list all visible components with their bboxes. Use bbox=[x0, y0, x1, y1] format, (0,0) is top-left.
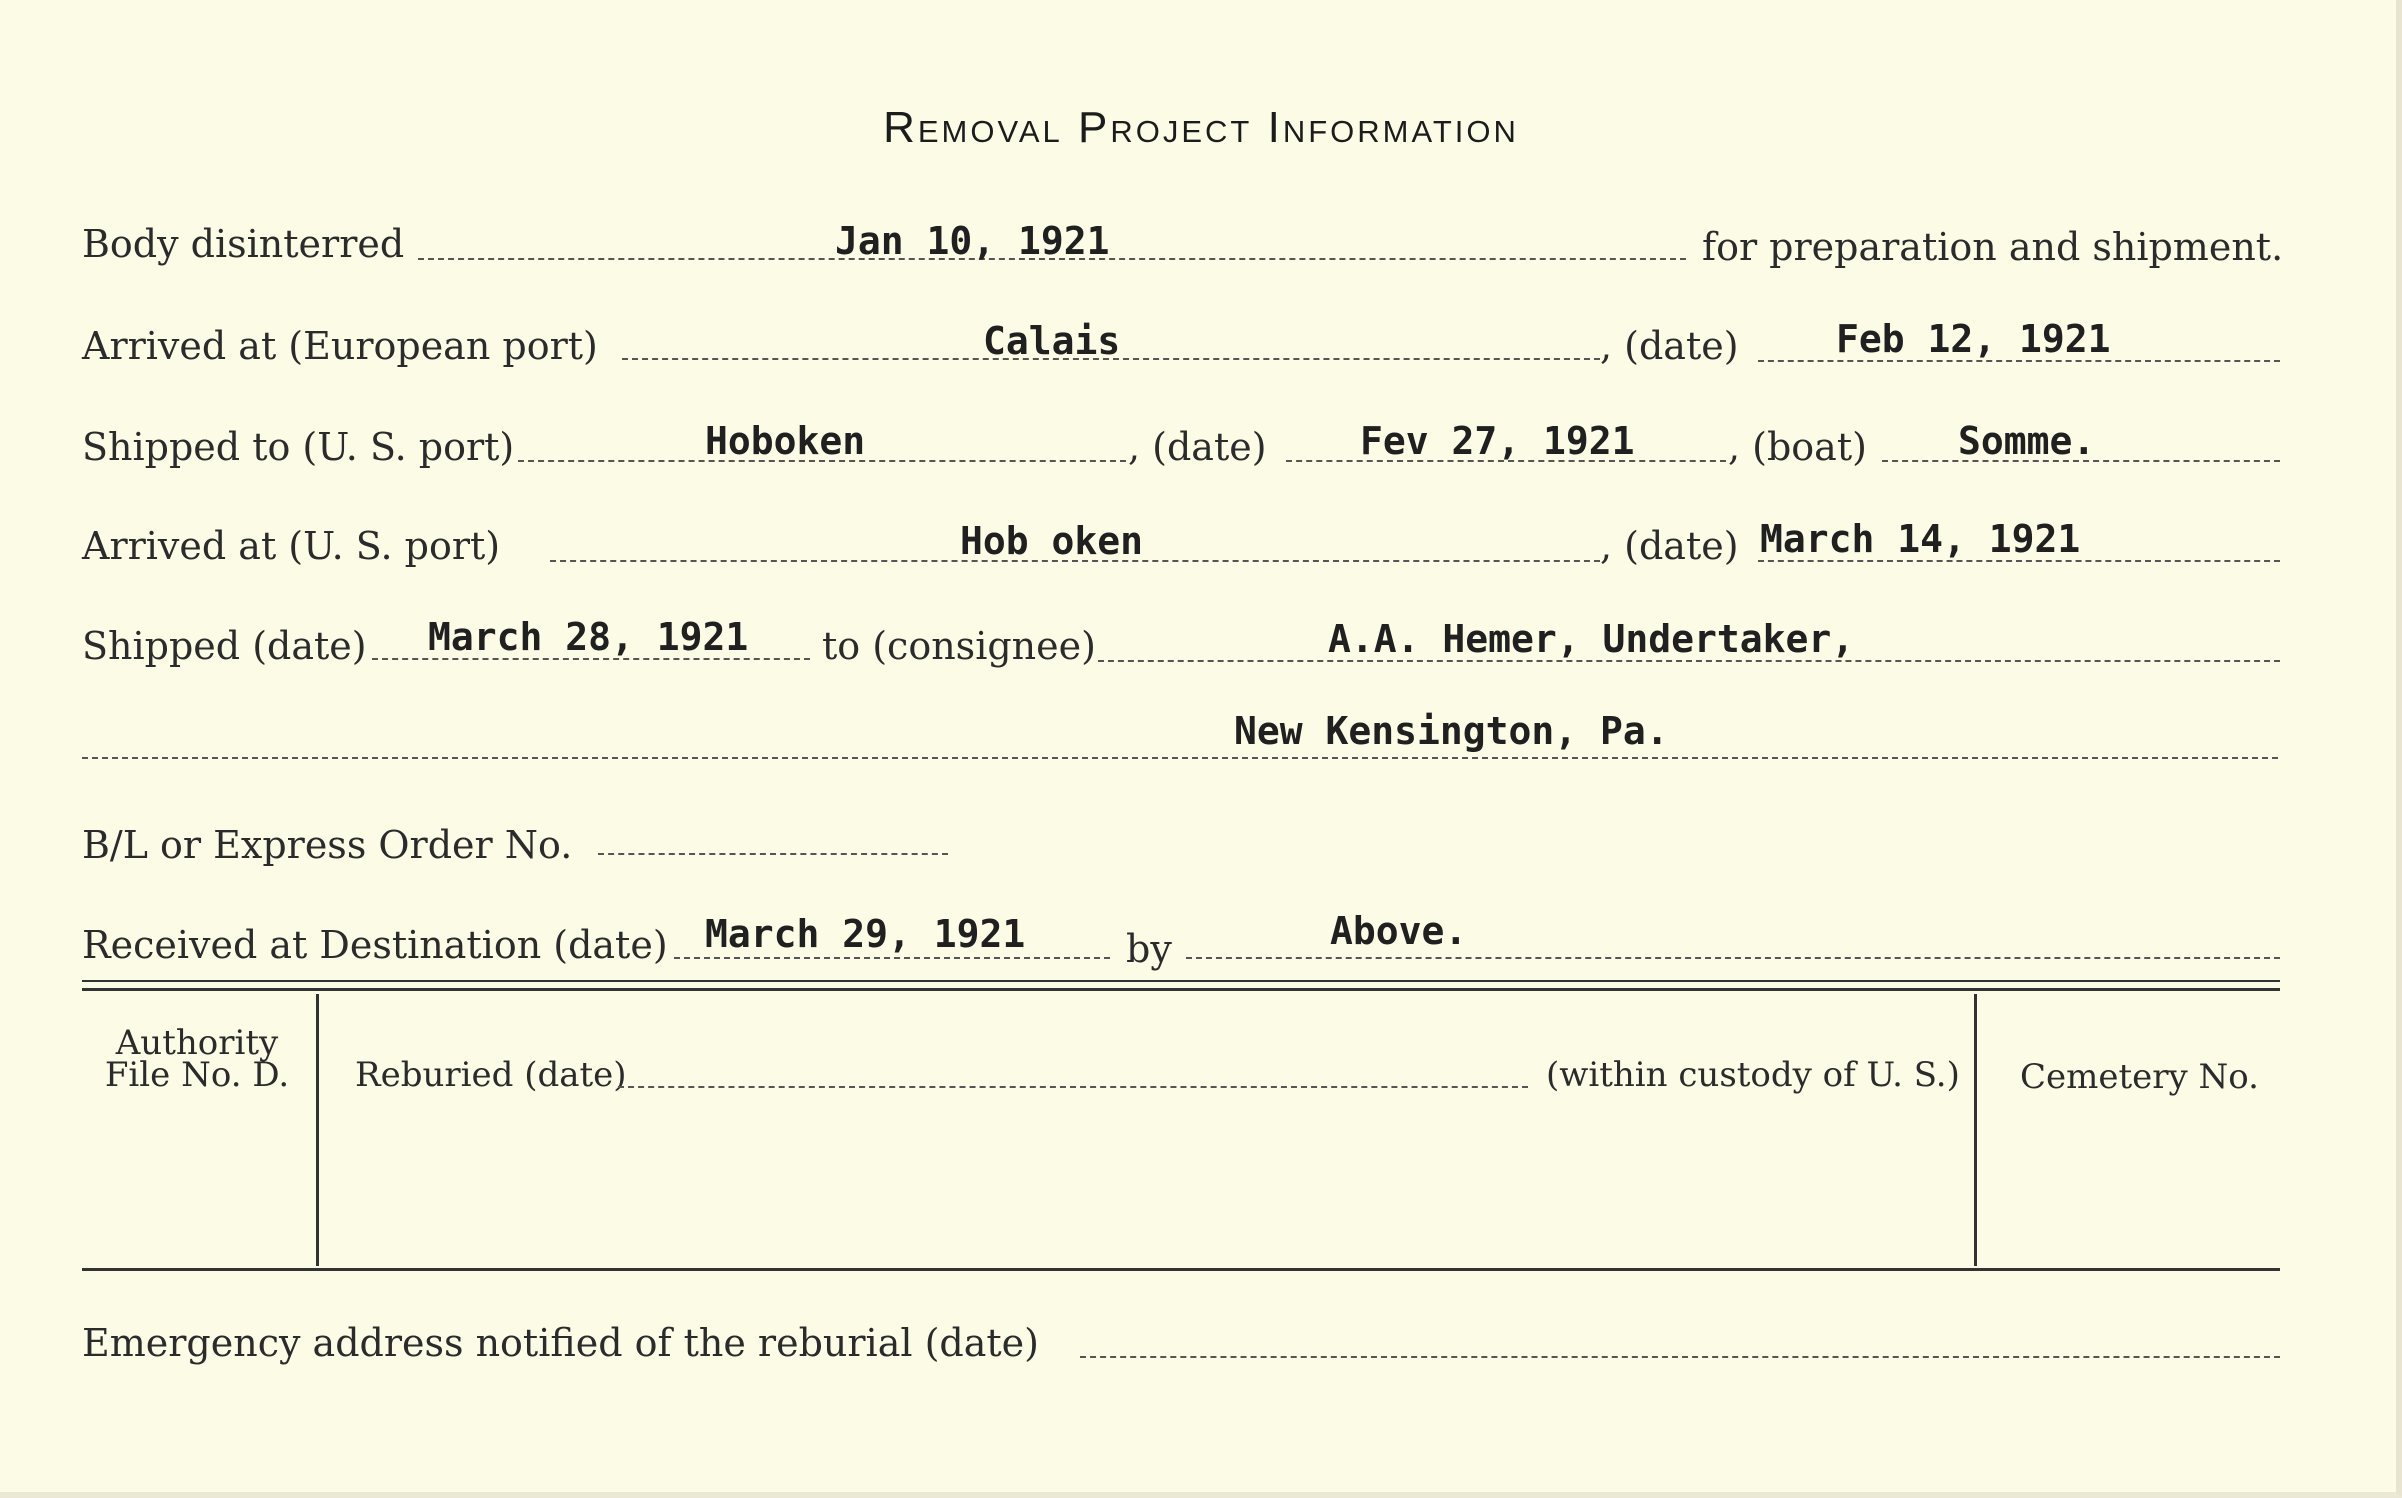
shipped-date-row-label: Shipped (date) bbox=[82, 624, 367, 668]
shipped-us-port-label: Shipped to (U. S. port) bbox=[82, 425, 515, 469]
boat-label: , (boat) bbox=[1728, 425, 1867, 469]
cemetery-label: Cemetery No. bbox=[2020, 1057, 2259, 1097]
double-rule-bottom bbox=[82, 988, 2280, 991]
bl-line bbox=[598, 853, 948, 855]
consignee-label: to (consignee) bbox=[822, 624, 1096, 668]
arrived-us-date-value: March 14, 1921 bbox=[1760, 517, 2081, 561]
shipped-date-value: Fev 27, 1921 bbox=[1360, 419, 1635, 463]
box-divider-left bbox=[316, 994, 319, 1266]
bl-label: B/L or Express Order No. bbox=[82, 823, 573, 867]
received-date-line bbox=[674, 957, 1110, 959]
arrived-us-port-label: Arrived at (U. S. port) bbox=[82, 524, 501, 568]
emergency-line bbox=[1080, 1356, 2280, 1358]
shipped-us-port-value: Hoboken bbox=[705, 419, 866, 463]
european-port-date-label: , (date) bbox=[1600, 324, 1739, 368]
european-port-label: Arrived at (European port) bbox=[82, 324, 598, 368]
box-bottom-rule bbox=[82, 1268, 2280, 1271]
shipment-purpose-text: for preparation and shipment. bbox=[1702, 225, 2284, 269]
received-by-label: by bbox=[1126, 927, 1172, 971]
box-divider-right bbox=[1974, 994, 1977, 1266]
consignee-address: New Kensington, Pa. bbox=[1234, 709, 1669, 753]
consignee-line-2 bbox=[82, 757, 2278, 759]
reburied-line bbox=[618, 1086, 1528, 1088]
arrived-us-port-value: Hob oken bbox=[960, 519, 1144, 563]
emergency-label: Emergency address notified of the reburial (date) bbox=[82, 1321, 1039, 1365]
custody-label: (within custody of U. S.) bbox=[1546, 1055, 1960, 1095]
authority-label-line1: Authority bbox=[115, 1023, 279, 1063]
arrived-us-date-label: , (date) bbox=[1600, 524, 1739, 568]
consignee-value: A.A. Hemer, Undertaker, bbox=[1328, 617, 1855, 661]
european-port-value: Calais bbox=[983, 319, 1121, 363]
reburied-label: Reburied (date) bbox=[355, 1055, 627, 1095]
authority-label-line2: File No. D. bbox=[104, 1055, 290, 1095]
received-by-line bbox=[1186, 957, 2280, 959]
double-rule-top bbox=[82, 980, 2280, 982]
received-label: Received at Destination (date) bbox=[82, 923, 668, 967]
form-title: Removal Project Information bbox=[883, 103, 1519, 152]
boat-value: Somme. bbox=[1958, 419, 2096, 463]
received-date-value: March 29, 1921 bbox=[705, 912, 1026, 956]
body-disinterred-label: Body disinterred bbox=[82, 222, 405, 266]
european-port-date-value: Feb 12, 1921 bbox=[1836, 317, 2111, 361]
shipped-date-label: , (date) bbox=[1128, 425, 1267, 469]
body-disinterred-value: Jan 10, 1921 bbox=[835, 219, 1110, 263]
received-by-value: Above. bbox=[1330, 909, 1468, 953]
shipped-date-row-value: March 28, 1921 bbox=[428, 615, 749, 659]
